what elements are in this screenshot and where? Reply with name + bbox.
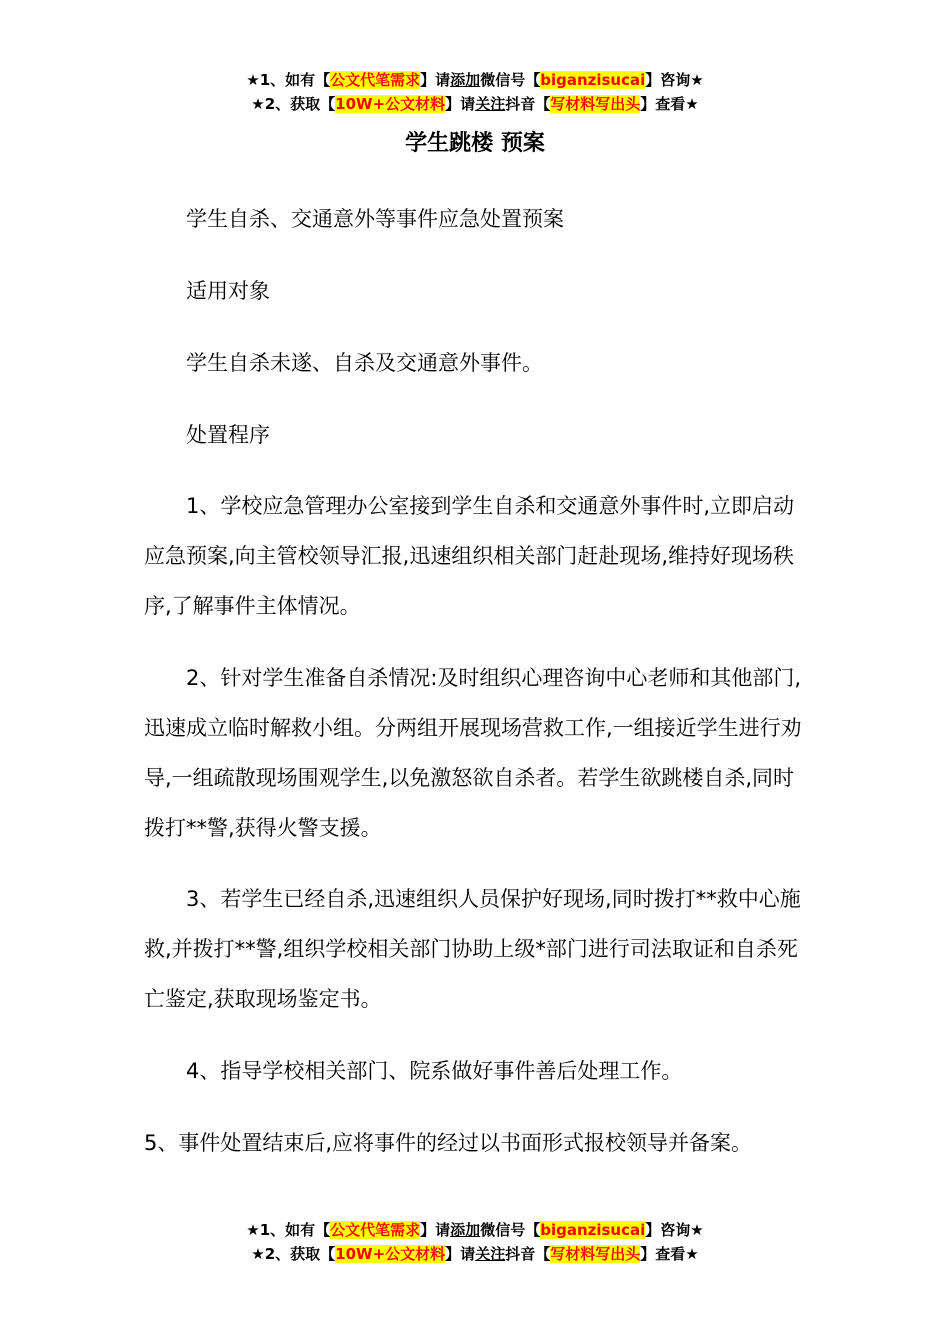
banner-underline-text: 关注: [475, 95, 506, 113]
banner-text: 】查看: [640, 95, 686, 113]
banner-underline-text: 添加: [450, 1221, 481, 1239]
banner-text: 抖音【: [505, 95, 551, 113]
paragraph-step-2: 2、针对学生准备自杀情况:及时组织心理咨询中心老师和其他部门,迅速成立临时解救小组。分两组开展现场营救工作,一组接近学生进行劝导,一组疏散现场围观学生,以免激怒欲自杀者。若学生欲跳楼自杀,同时拨打**警,获得火警支援。: [144, 666, 802, 840]
paragraph-step-1: 1、学校应急管理办公室接到学生自杀和交通意外事件时,立即启动应急预案,向主管校领导汇报,迅速组织相关部门赶赴现场,维持好现场秩序,了解事件主体情况。: [144, 494, 795, 618]
banner-text: 】请: [445, 95, 476, 113]
paragraph-step-5: 5、事件处置结束后,应将事件的经过以书面形式报校领导并备案。: [144, 1131, 753, 1155]
banner-highlight: 10W+公文材料: [335, 95, 446, 113]
banner-text: 微信号【: [480, 71, 541, 89]
banner-highlight: 公文代笔需求: [330, 1221, 421, 1239]
star-icon: ★: [685, 1245, 699, 1263]
star-icon: ★: [690, 1221, 704, 1239]
banner-text: 】请: [445, 1245, 476, 1263]
banner-text: 】请: [420, 71, 451, 89]
banner-text: 抖音【: [505, 1245, 551, 1263]
star-icon: ★: [251, 1245, 265, 1263]
header-banner: [0, 68, 950, 116]
banner-text: 微信号【: [480, 1221, 541, 1239]
star-icon: ★: [246, 1221, 260, 1239]
paragraph-heading-procedure: 处置程序: [186, 423, 270, 447]
footer-banner: [0, 1218, 950, 1266]
banner-text: 2、获取【: [264, 95, 336, 113]
banner-text: 】请: [420, 1221, 451, 1239]
banner-highlight: 写材料写出头: [550, 1245, 641, 1263]
banner-text: 】咨询: [645, 71, 691, 89]
banner-text: 1、如有【: [259, 71, 331, 89]
banner-line-2: [0, 92, 950, 116]
banner-underline-text: 添加: [450, 71, 481, 89]
paragraph-subtitle: 学生自杀、交通意外等事件应急处置预案: [186, 207, 564, 231]
banner-text: 】查看: [640, 1245, 686, 1263]
banner-highlight: biganzisucai: [540, 71, 646, 89]
banner-highlight: 10W+公文材料: [335, 1245, 446, 1263]
banner-text: 1、如有【: [259, 1221, 331, 1239]
paragraph-scope: 学生自杀未遂、自杀及交通意外事件。: [186, 351, 543, 375]
star-icon: ★: [685, 95, 699, 113]
banner-highlight: 写材料写出头: [550, 95, 641, 113]
paragraph-step-3: 3、若学生已经自杀,迅速组织人员保护好现场,同时拨打**救中心施救,并拨打**警,组织学校相关部门协助上级*部门进行司法取证和自杀死亡鉴定,获取现场鉴定书。: [144, 887, 801, 1011]
banner-line-1: [0, 1218, 950, 1242]
banner-line-1: [0, 68, 950, 92]
banner-text: 】咨询: [645, 1221, 691, 1239]
star-icon: ★: [246, 71, 260, 89]
banner-highlight: biganzisucai: [540, 1221, 646, 1239]
star-icon: ★: [251, 95, 265, 113]
document-title: 学生跳楼 预案: [405, 131, 545, 156]
paragraph-heading-scope: 适用对象: [186, 279, 270, 303]
paragraph-step-4: 4、指导学校相关部门、院系做好事件善后处理工作。: [186, 1059, 683, 1083]
banner-highlight: 公文代笔需求: [330, 71, 421, 89]
banner-text: 2、获取【: [264, 1245, 336, 1263]
star-icon: ★: [690, 71, 704, 89]
banner-line-2: [0, 1242, 950, 1266]
banner-underline-text: 关注: [475, 1245, 506, 1263]
